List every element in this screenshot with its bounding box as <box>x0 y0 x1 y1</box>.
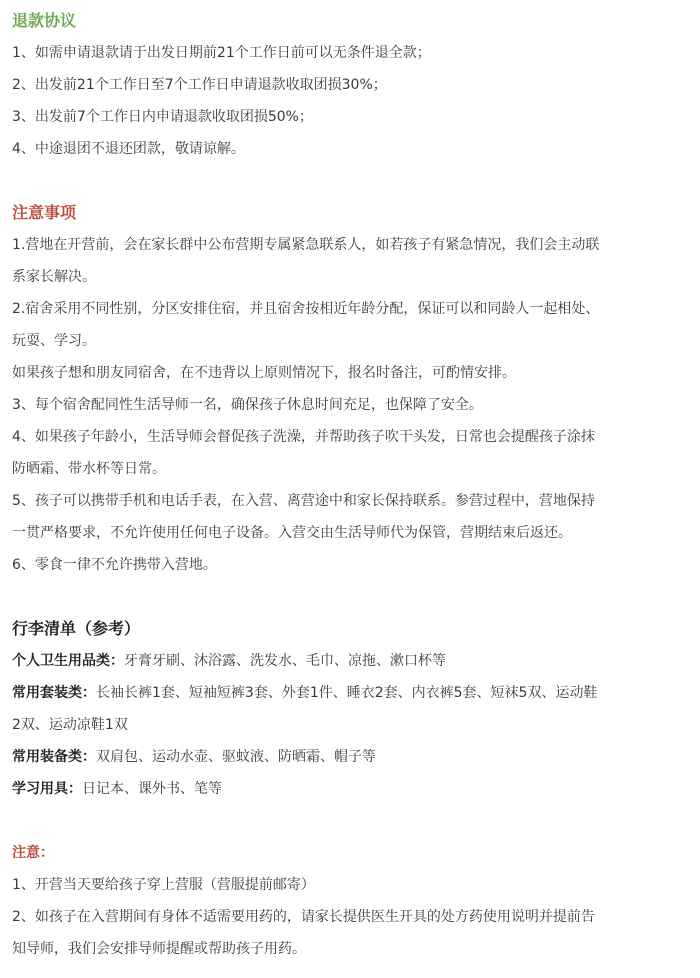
notes-heading: 注意事项 <box>12 203 77 222</box>
notes-item-2-line-2: 玩耍、学习。 <box>12 333 96 349</box>
notes-item-3: 3、每个宿舍配同性生活导师一名，确保孩子休息时间充足，也保障了安全。 <box>12 397 483 413</box>
notes-item-5-line-1: 5、孩子可以携带手机和电话手表，在入营、离营途中和家长保持联系。参营过程中，营地保持 <box>12 493 595 509</box>
notes-item-2-extra: 如果孩子想和朋友同宿舍，在不违背以上原则情况下，报名时备注，可酌情安排。 <box>12 365 516 381</box>
refund-item-2: 2、出发前21个工作日至7个工作日申请退款收取团损30%； <box>12 77 387 93</box>
refund-item-4: 4、中途退团不退还团款，敬请谅解。 <box>12 141 245 157</box>
luggage-hygiene-value: 牙膏牙刷、沐浴露、洗发水、毛巾、凉拖、漱口杯等 <box>124 653 446 669</box>
luggage-clothing-label: 常用套装类： <box>12 685 96 701</box>
notes-item-5-line-2: 一贯严格要求，不允许使用任何电子设备。入营交由生活导师代为保管，营期结束后返还。 <box>12 525 572 541</box>
luggage-clothing-value-line-2: 2双、运动凉鞋1双 <box>12 717 128 733</box>
refund-heading: 退款协议 <box>12 11 77 30</box>
luggage-study-label: 学习用具： <box>12 781 82 797</box>
attention-item-2-line-1: 2、如孩子在入营期间有身体不适需要用药的，请家长提供医生开具的处方药使用说明并提前告 <box>12 909 595 925</box>
notes-item-1-line-2: 系家长解决。 <box>12 269 96 285</box>
notes-item-2-line-1: 2.宿舍采用不同性别，分区安排住宿，并且宿舍按相近年龄分配，保证可以和同龄人一起相处、 <box>12 301 600 317</box>
luggage-equipment-value: 双肩包、运动水壶、驱蚊液、防晒霜、帽子等 <box>96 749 376 765</box>
notes-item-4-line-1: 4、如果孩子年龄小，生活导师会督促孩子洗澡，并帮助孩子吹干头发，日常也会提醒孩子涂抹 <box>12 429 595 445</box>
notes-item-1-line-1: 1.营地在开营前，会在家长群中公布营期专属紧急联系人，如若孩子有紧急情况，我们会主动联 <box>12 237 600 253</box>
luggage-hygiene-row <box>12 645 690 677</box>
notes-item-6: 6、零食一律不允许携带入营地。 <box>12 557 217 573</box>
luggage-equipment-label: 常用装备类： <box>12 749 96 765</box>
luggage-heading: 行李清单（参考） <box>12 619 141 638</box>
attention-heading: 注意： <box>12 845 54 861</box>
refund-item-3: 3、出发前7个工作日内申请退款收取团损50%； <box>12 109 313 125</box>
refund-item-1: 1、如需申请退款请于出发日期前21个工作日前可以无条件退全款； <box>12 45 431 61</box>
notes-item-4-line-2: 防晒霜、带水杯等日常。 <box>12 461 166 477</box>
luggage-study-value: 日记本、课外书、笔等 <box>82 781 222 797</box>
luggage-study-row <box>12 773 690 805</box>
luggage-hygiene-label: 个人卫生用品类： <box>12 653 124 669</box>
luggage-clothing-value-line-1: 长袖长裤1套、短袖短裤3套、外套1件、睡衣2套、内衣裤5套、短袜5双、运动鞋 <box>96 685 598 701</box>
luggage-clothing-row <box>12 677 690 709</box>
attention-item-1: 1、开营当天要给孩子穿上营服（营服提前邮寄） <box>12 877 315 893</box>
luggage-equipment-row <box>12 741 690 773</box>
attention-item-2-line-2: 知导师，我们会安排导师提醒或帮助孩子用药。 <box>12 941 306 957</box>
